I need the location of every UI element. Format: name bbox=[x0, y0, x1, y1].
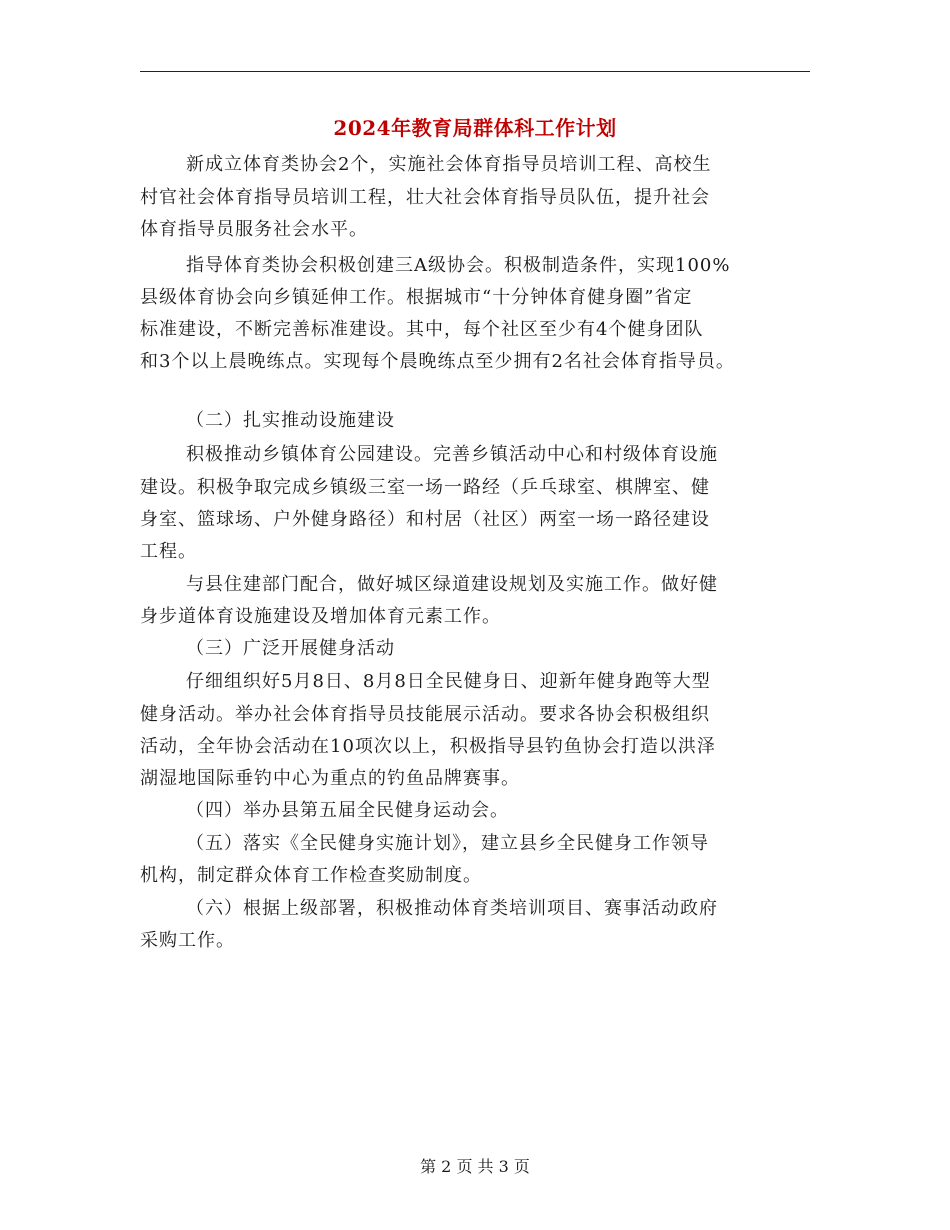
body-line: 村官社会体育指导员培训工程，壮大社会体育指导员队伍，提升社会 bbox=[140, 187, 710, 208]
body-line: 湖湿地国际垂钓中心为重点的钓鱼品牌赛事。 bbox=[140, 768, 520, 789]
body-line: 建设。积极争取完成乡镇级三室一场一路经（乒乓球室、棋牌室、健 bbox=[140, 477, 710, 498]
section-heading: （六）根据上级部署，积极推动体育类培训项目、赛事活动政府 bbox=[186, 898, 718, 919]
body-line: 仔细组织好5月8日、8月8日全民健身日、迎新年健身跑等大型 bbox=[186, 671, 711, 692]
body-line: 身步道体育设施建设及增加体育元素工作。 bbox=[140, 606, 501, 627]
body-line: 健身活动。举办社会体育指导员技能展示活动。要求各协会积极组织 bbox=[140, 704, 710, 725]
section-heading: （二）扎实推动设施建设 bbox=[186, 410, 395, 431]
section-heading: （四）举办县第五届全民健身运动会。 bbox=[186, 800, 509, 821]
document-title: 2024年教育局群体科工作计划 bbox=[333, 116, 617, 140]
page-number: 第 2 页 共 3 页 bbox=[420, 1157, 530, 1176]
section-heading: （三）广泛开展健身活动 bbox=[186, 638, 395, 659]
body-line: 县级体育协会向乡镇延伸工作。根据城市“十分钟体育健身圈”省定 bbox=[140, 287, 693, 308]
body-line: 指导体育类协会积极创建三A级协会。积极制造条件，实现100% bbox=[186, 255, 731, 276]
body-line: 采购工作。 bbox=[140, 930, 235, 951]
body-line: 机构，制定群众体育工作检查奖励制度。 bbox=[140, 865, 482, 886]
section-heading: （五）落实《全民健身实施计划》，建立县乡全民健身工作领导 bbox=[186, 833, 709, 854]
body-line: 身室、篮球场、户外健身路径）和村居（社区）两室一场一路径建设 bbox=[140, 509, 710, 530]
body-line: 与县住建部门配合，做好城区绿道建设规划及实施工作。做好健 bbox=[186, 574, 718, 595]
body-line: 工程。 bbox=[140, 541, 197, 562]
body-line: 积极推动乡镇体育公园建设。完善乡镇活动中心和村级体育设施 bbox=[186, 444, 718, 465]
body-line: 和3个以上晨晚练点。实现每个晨晚练点至少拥有2名社会体育指导员。 bbox=[140, 351, 735, 372]
body-line: 体育指导员服务社会水平。 bbox=[140, 219, 368, 240]
body-line: 标准建设，不断完善标准建设。其中，每个社区至少有4个健身团队 bbox=[140, 319, 704, 340]
body-line: 新成立体育类协会2个，实施社会体育指导员培训工程、高校生 bbox=[186, 154, 712, 175]
header-rule bbox=[140, 71, 810, 72]
body-line: 活动，全年协会活动在10项次以上，积极指导县钓鱼协会打造以洪泽 bbox=[140, 736, 716, 757]
